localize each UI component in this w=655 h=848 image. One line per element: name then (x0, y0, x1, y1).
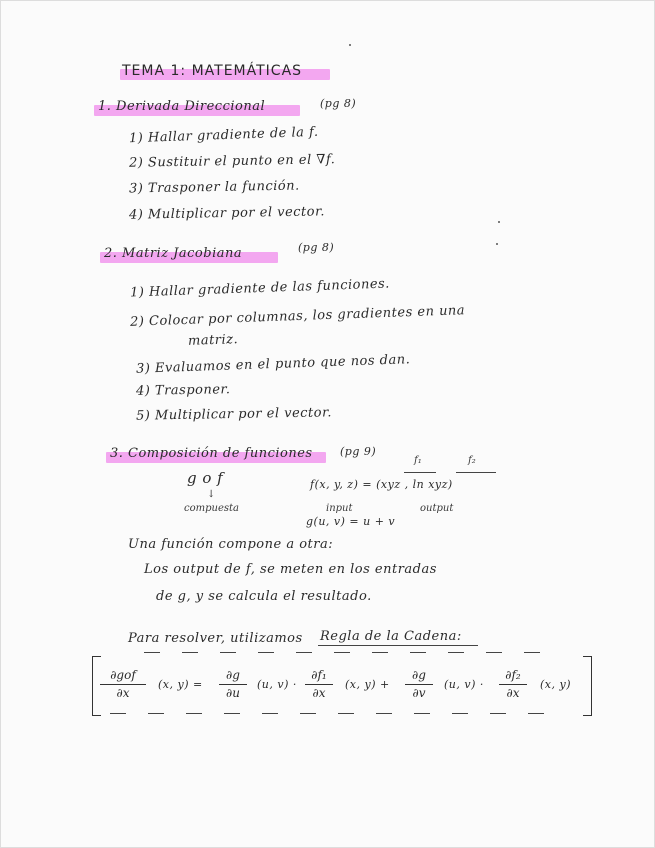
section-2-item-1: 1) Hallar gradiente de las funciones. (129, 276, 391, 301)
dash-mark (372, 652, 388, 653)
lhs-point: (x, y) = (158, 678, 203, 691)
section-2-item-5: 5) Multiplicar por el vector. (135, 405, 333, 424)
dash-mark (490, 713, 506, 714)
chain-rule-intro: Para resolver, utilizamos (128, 631, 303, 646)
section-1-item-1: 1) Hallar gradiente de la f. (128, 124, 319, 147)
section-2-item-4: 4) Trasponer. (135, 382, 231, 399)
term-1-fraction-bar (219, 684, 247, 685)
term-4-numerator: ∂f₂ (505, 668, 521, 682)
section-3-heading: 3. Composición de funciones (110, 446, 313, 461)
chain-rule-link-underline (318, 645, 478, 646)
term-1-denominator: ∂u (226, 686, 240, 701)
lhs-numerator: ∂gof (110, 668, 136, 682)
page-title: TEMA 1: MATEMÁTICAS (122, 63, 303, 79)
term-4-fraction (499, 669, 527, 700)
dash-mark (110, 713, 126, 714)
dash-mark (296, 652, 312, 653)
composition-text-3: de g, y se calcula el resultado. (156, 589, 372, 604)
term-3-denominator: ∂v (412, 686, 426, 701)
section-2-item-2: 2) Colocar por columnas, los gradientes en una (129, 303, 466, 330)
dash-mark (448, 652, 464, 653)
dash-mark (524, 652, 540, 653)
section-1-page-ref: (pg 8) (320, 97, 357, 110)
f-definition: f(x, y, z) = (xyz , ln xyz) (310, 478, 453, 491)
dash-mark (148, 713, 164, 714)
input-label: input (326, 503, 353, 514)
dash-mark (338, 713, 354, 714)
dash-mark (144, 652, 160, 653)
term-4-point: (x, y) (540, 678, 571, 691)
dash-mark (262, 713, 278, 714)
term-3-fraction (405, 669, 433, 700)
term-1-point: (u, v) · (257, 678, 297, 691)
section-1-item-3: 3) Trasponer la función. (128, 178, 300, 197)
term-3-numerator: ∂g (412, 668, 426, 682)
lhs-fraction-bar (100, 684, 146, 685)
term-2-numerator: ∂f₁ (311, 668, 327, 682)
dash-mark (334, 652, 350, 653)
term-4-denominator: ∂x (506, 686, 520, 701)
dash-mark (410, 652, 426, 653)
lhs-fraction (100, 669, 146, 700)
page-speck (498, 221, 500, 223)
composition-text-2: Los output de f, se meten en los entradas (144, 562, 437, 577)
dash-mark (376, 713, 392, 714)
dash-mark (224, 713, 240, 714)
composition-text-1: Una función compone a otra: (128, 537, 334, 552)
term-2-point: (x, y) + (345, 678, 390, 691)
term-3-point: (u, v) · (444, 678, 484, 691)
f1-brace (404, 472, 436, 473)
section-2-heading: 2. Matriz Jacobiana (104, 246, 243, 261)
lhs-denominator: ∂x (116, 686, 130, 701)
output-label: output (420, 503, 454, 514)
term-2-denominator: ∂x (312, 686, 326, 701)
dash-mark (258, 652, 274, 653)
composition-gof: g o f (187, 469, 224, 487)
f2-brace (456, 472, 496, 473)
chain-rule-link: Regla de la Cadena: (320, 629, 462, 644)
section-3-page-ref: (pg 9) (340, 445, 377, 458)
dash-mark (528, 713, 544, 714)
dash-mark (186, 713, 202, 714)
dash-mark (220, 652, 236, 653)
term-2-fraction-bar (305, 684, 333, 685)
composition-label: compuesta (184, 503, 239, 514)
section-1-heading: 1. Derivada Direccional (98, 99, 266, 114)
formula-right-bracket (583, 656, 592, 716)
page-speck (496, 243, 498, 245)
dash-mark (300, 713, 316, 714)
f1-label: f₁ (414, 455, 422, 466)
dash-mark (414, 713, 430, 714)
section-2-item-2-continuation: matriz. (187, 332, 239, 349)
term-1-fraction (219, 669, 247, 700)
dash-mark (452, 713, 468, 714)
term-4-fraction-bar (499, 684, 527, 685)
g-definition: g(u, v) = u + v (306, 515, 396, 528)
section-2-page-ref: (pg 8) (298, 241, 335, 254)
composition-arrow: ↓ (207, 489, 216, 500)
term-1-numerator: ∂g (226, 668, 240, 682)
page-speck (349, 44, 351, 46)
term-2-fraction (305, 669, 333, 700)
f2-label: f₂ (468, 455, 476, 466)
term-3-fraction-bar (405, 684, 433, 685)
section-2-item-3: 3) Evaluamos en el punto que nos dan. (135, 352, 411, 377)
section-1-item-2: 2) Sustituir el punto en el ∇f. (128, 152, 336, 171)
section-1-item-4: 4) Multiplicar por el vector. (128, 204, 326, 223)
dash-mark (486, 652, 502, 653)
dash-mark (182, 652, 198, 653)
